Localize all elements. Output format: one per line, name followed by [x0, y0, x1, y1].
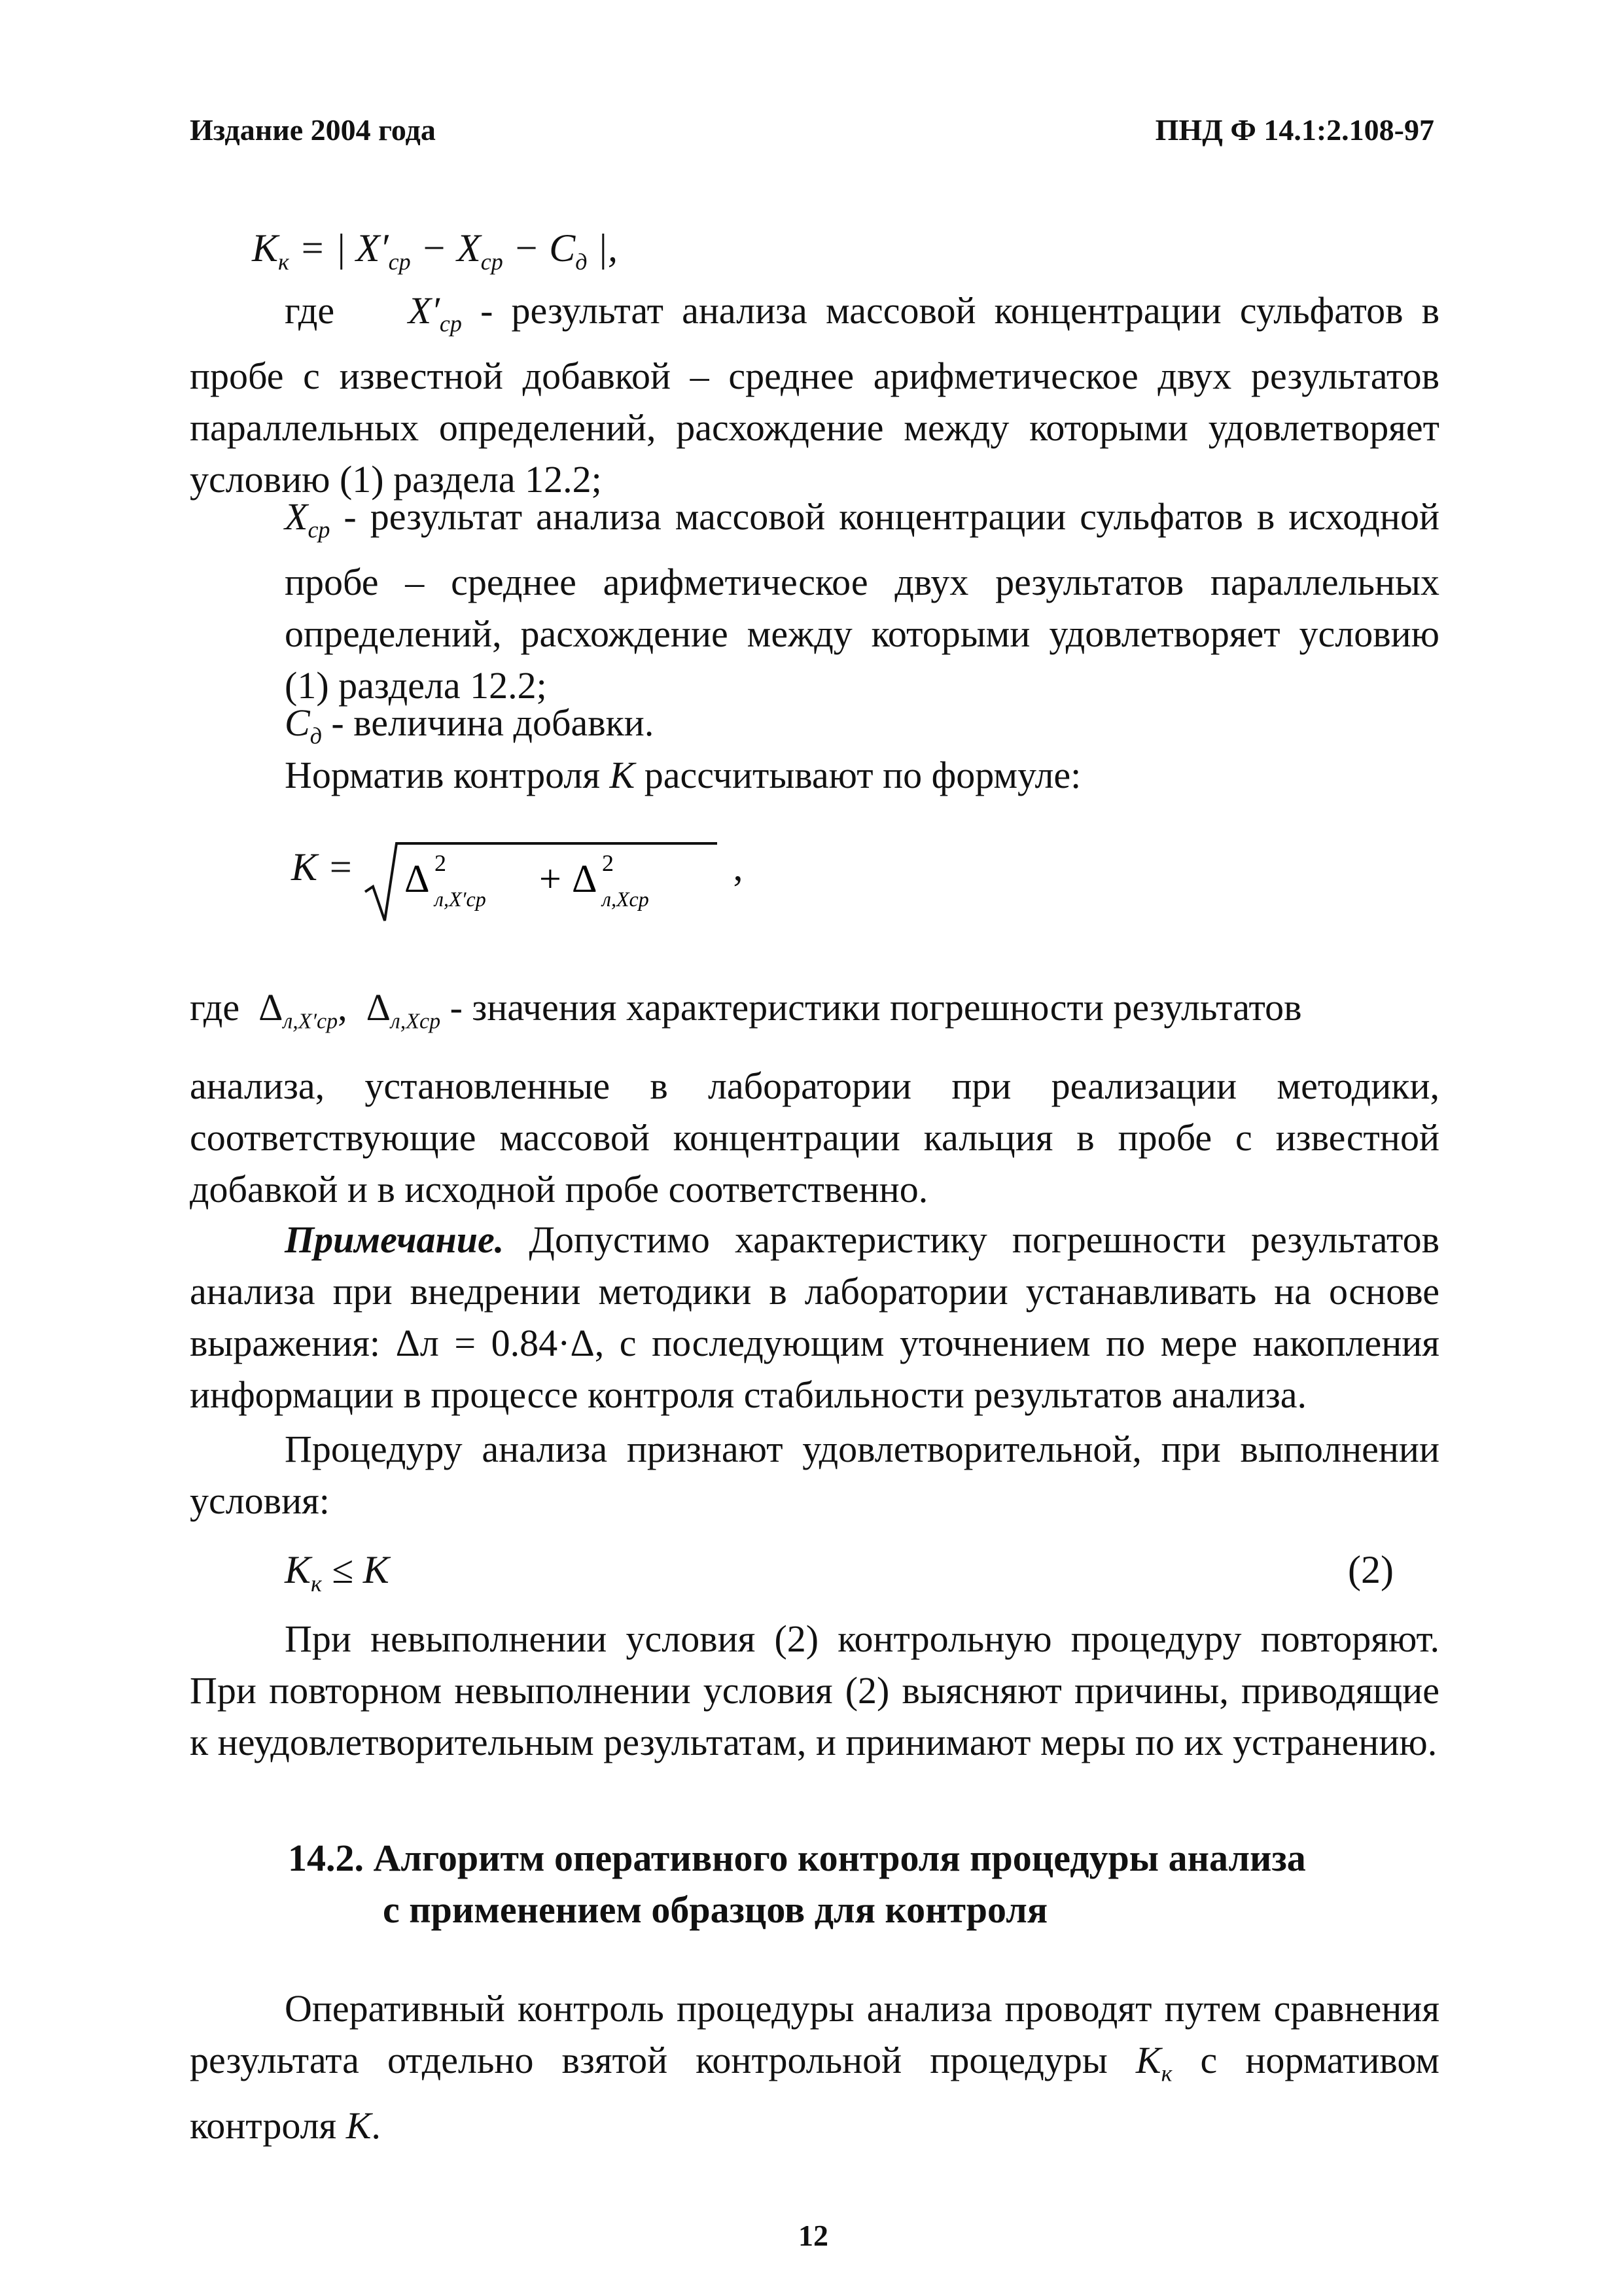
definition-x-prime: где $X'_{ср}$ - результат анализа массовой концентрации сульфатов в пробе с известной добавкой – среднее арифметическое двух результатов параллельных определений, расхождение между которыми удовлетворяет условию (1) раздела 12.2;	[190, 289, 1439, 501]
section-heading-line1: 14.2. Алгоритм оперативного контроля процедуры анализа	[288, 1837, 1306, 1879]
definition-cd: $C_д$ - величина добавки.	[285, 701, 654, 749]
last-paragraph: Оперативный контроль процедуры анализа проводят путем сравнения результата отдельно взятой контрольной процедуры $K_к$ с нормативом контроля K.	[190, 1987, 1440, 2147]
repeat-paragraph: При невыполнении условия (2) контрольную процедуру повторяют. При повторном невыполнении условия (2) выясняют причины, приводящие к неудовлетворительным результатам, и принимают меры по их устранению.	[190, 1617, 1439, 1763]
definition-delta-line1: где $\Delta_{л,X'ср}$, $\Delta_{л,Xср}$ - значения характеристики погрешности результатов	[190, 986, 1302, 1034]
delta-1-exp: 2	[434, 850, 446, 876]
equation-number: (2)	[1348, 1548, 1394, 1591]
sqrt-sign	[364, 841, 724, 926]
norm-sentence: Норматив контроля K рассчитывают по формуле:	[285, 754, 1082, 796]
page-number: 12	[798, 2219, 828, 2252]
delta-2-sub: л,Xср	[601, 887, 649, 911]
definition-x: $X_{ср}$ - результат анализа массовой концентрации сульфатов в исходной пробе – среднее арифметическое двух результатов параллельных определений, расхождение между которыми удовлетворяет условию (1) раздела 12.2;	[285, 495, 1439, 707]
delta-1-sub: л,X′ср	[434, 887, 486, 911]
formula-kk: $K_к$ = | $X'_{ср} - X_{ср} - C_д$ |,	[252, 226, 618, 275]
delta-1: Δ	[404, 857, 430, 900]
note-paragraph: Примечание. Допустимо характеристику погрешности результатов анализа при внедрении методики в лаборатории устанавливать на основе выражения: Δл = 0.84·Δ, с последующим уточнением по мере накопления информации в процессе контроля стабильности результатов анализа.	[190, 1218, 1439, 1416]
delta-2: Δ	[571, 857, 597, 900]
definition-delta-rest: анализа, установленные в лаборатории при реализации методики, соответствующие массовой концентрации кальция в пробе с известной добавкой и в исходной пробе соответственно.	[190, 1065, 1439, 1210]
header-right: ПНД Ф 14.1:2.108-97	[1155, 113, 1434, 147]
header-left: Издание 2004 года	[190, 113, 436, 147]
condition-formula: $K_к \le K$	[285, 1548, 389, 1597]
delta-2-exp: 2	[601, 850, 614, 876]
note-label: Примечание.	[285, 1218, 504, 1261]
formula-k: K = Δ 2 л,X′ср + Δ 2 л,Xср ,	[291, 841, 743, 926]
condition-intro: Процедуру анализа признают удовлетворительной, при выполнении условия:	[190, 1428, 1439, 1522]
section-heading-line2: с применением образцов для контроля	[383, 1888, 1048, 1931]
plus-sign: +	[538, 857, 561, 900]
